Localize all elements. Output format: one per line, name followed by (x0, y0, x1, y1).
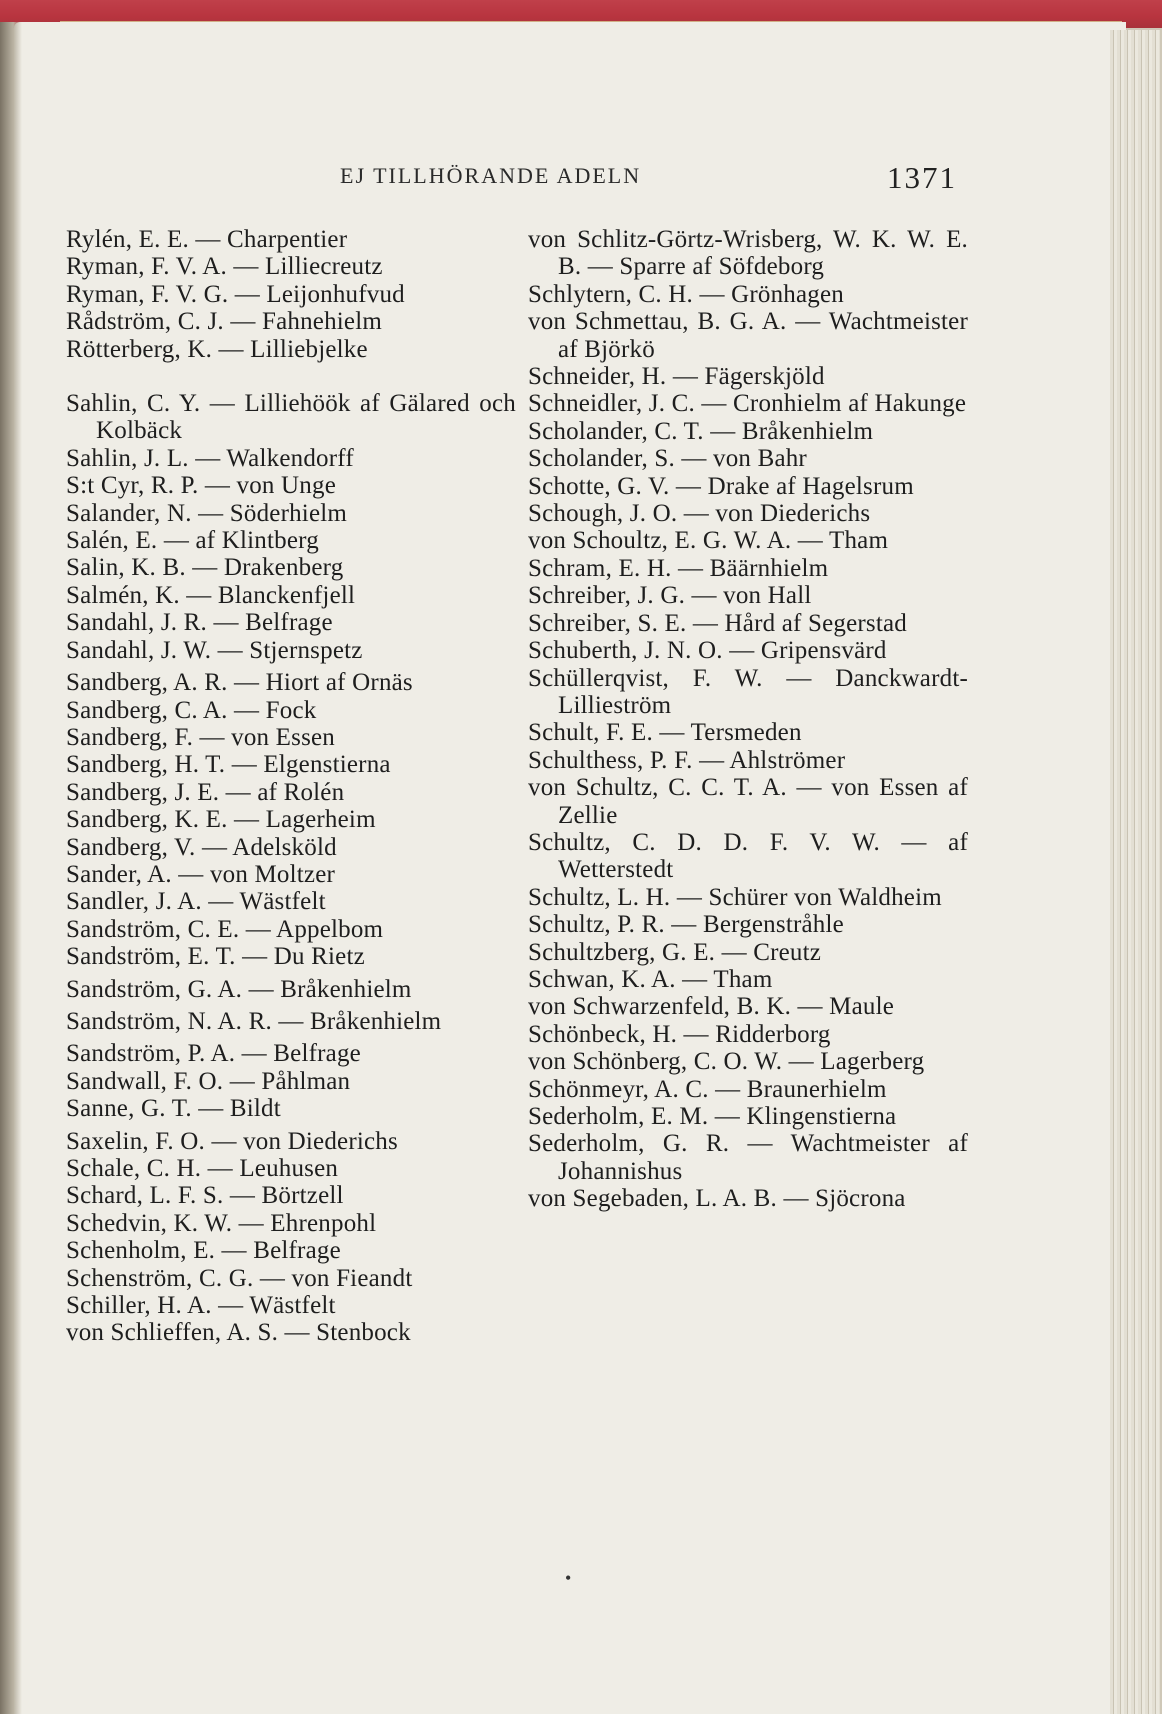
list-item: Schultz, C. D. D. F. V. W. — af Wetterstedt (528, 828, 968, 884)
list-item: Schult, F. E. — Tersmeden (528, 719, 802, 747)
print-mark: • (565, 1568, 572, 1588)
list-item: Schale, C. H. — Leuhusen (66, 1155, 339, 1182)
page-number: 1371 (887, 160, 957, 195)
list-item: Ryman, F. V. G. — Leijonhufvud (66, 280, 405, 308)
list-item: von Schlitz-Görtz-Wrisberg, W. K. W. E. B. — Sparre af Söfdeborg (528, 226, 968, 281)
list-item: Sandberg, C. A. — Fock (66, 696, 317, 724)
right-column (528, 226, 968, 1213)
list-item: Schiller, H. A. — Wästfelt (66, 1292, 336, 1320)
list-item: Sandahl, J. R. — Belfrage (66, 609, 333, 637)
list-item: Schultzberg, G. E. — Creutz (528, 938, 822, 966)
running-head: EJ TILLHÖRANDE ADELN (340, 163, 642, 188)
list-item: Schotte, G. V. — Drake af Hagelsrum (528, 472, 914, 500)
list-item: Schuberth, J. N. O. — Gripensvärd (528, 637, 887, 665)
list-item: Schönmeyr, A. C. — Braunerhielm (528, 1075, 887, 1103)
list-item: Schüllerqvist, F. W. — Danckwardt-Lillieström (528, 664, 968, 719)
list-item: von Schmettau, B. G. A. — Wachtmeister af Björkö (528, 308, 968, 363)
list-item: Schenholm, E. — Belfrage (66, 1237, 341, 1265)
list-item: Schultz, P. R. — Bergenstråhle (528, 911, 844, 939)
list-item: Sandler, J. A. — Wästfelt (66, 888, 326, 916)
list-item: von Schultz, C. C. T. A. — von Essen af Zellie (528, 774, 968, 829)
list-item: Rötterberg, K. — Lilliebjelke (66, 335, 368, 363)
list-item: Scholander, S. — von Bahr (528, 445, 807, 473)
list-item: Schough, J. O. — von Diederichs (528, 500, 871, 528)
list-item: S:t Cyr, R. P. — von Unge (66, 472, 337, 500)
list-item: Schönbeck, H. — Ridderborg (528, 1020, 831, 1048)
list-item: Sandberg, F. — von Essen (66, 723, 335, 751)
list-item: Sandberg, H. T. — Elgenstierna (66, 751, 391, 779)
list-item: Saxelin, F. O. — von Diederichs (66, 1127, 398, 1155)
list-item: Schedvin, K. W. — Ehrenpohl (66, 1209, 377, 1237)
list-item: Sandström, E. T. — Du Rietz (66, 943, 365, 971)
list-item: Sandström, C. E. — Appelbom (66, 915, 384, 943)
list-item: Schenström, C. G. — von Fieandt (66, 1264, 413, 1292)
list-item: von Schwarzenfeld, B. K. — Maule (528, 993, 895, 1021)
list-item: Salén, E. — af Klintberg (66, 527, 319, 555)
left-column (66, 226, 516, 1347)
list-item: Salander, N. — Söderhielm (66, 499, 348, 527)
list-item: Sahlin, J. L. — Walkendorff (66, 444, 354, 472)
list-item: Salmén, K. — Blanckenfjell (66, 581, 356, 609)
list-item: Schram, E. H. — Bäärnhielm (528, 554, 829, 582)
list-item: Schneidler, J. C. — Cronhielm af Hakunge (528, 390, 967, 418)
list-item: Sandberg, A. R. — Hiort af Ornäs (66, 669, 413, 697)
list-item: Sandström, G. A. — Bråkenhielm (66, 975, 412, 1003)
list-item: Salin, K. B. — Drakenberg (66, 554, 344, 582)
list-item: Schreiber, J. G. — von Hall (528, 582, 812, 610)
list-item: von Schönberg, C. O. W. — Lagerberg (528, 1048, 925, 1076)
list-item: Schard, L. F. S. — Börtzell (66, 1182, 344, 1210)
list-item: von Segebaden, L. A. B. — Sjöcrona (528, 1185, 906, 1213)
list-item: Sandberg, V. — Adelsköld (66, 833, 337, 861)
page-edges (1110, 30, 1160, 1714)
list-item: Sahlin, C. Y. — Lilliehöök af Gälared och Kolbäck (66, 390, 516, 445)
list-item: Schultz, L. H. — Schürer von Waldheim (528, 883, 942, 911)
list-item: Ryman, F. V. A. — Lilliecreutz (66, 253, 383, 281)
list-item: Scholander, C. T. — Bråkenhielm (528, 417, 874, 445)
list-item: Rådström, C. J. — Fahnehielm (66, 308, 383, 336)
list-item: Schwan, K. A. — Tham (528, 965, 773, 993)
list-item: Sederholm, G. R. — Wachtmeister af Johannishus (528, 1130, 968, 1185)
list-item: von Schlieffen, A. S. — Stenbock (66, 1319, 411, 1347)
list-item: Sandberg, J. E. — af Rolén (66, 778, 345, 806)
list-item: von Schoultz, E. G. W. A. — Tham (528, 527, 889, 555)
list-item: Sandström, P. A. — Belfrage (66, 1040, 361, 1068)
list-item: Sanne, G. T. — Bildt (66, 1095, 281, 1123)
list-item: Schreiber, S. E. — Hård af Segerstad (528, 609, 908, 637)
list-item: Sederholm, E. M. — Klingenstierna (528, 1103, 897, 1130)
binding-shadow (0, 22, 22, 1714)
list-item: Sandström, N. A. R. — Bråkenhielm (66, 1007, 442, 1035)
list-item: Sandberg, K. E. — Lagerheim (66, 806, 376, 834)
list-item: Schulthess, P. F. — Ahlströmer (528, 746, 846, 774)
list-item: Rylén, E. E. — Charpentier (66, 226, 348, 253)
list-item: Sander, A. — von Moltzer (66, 860, 336, 888)
list-item: Sandahl, J. W. — Stjernspetz (66, 636, 363, 664)
list-item: Sandwall, F. O. — Påhlman (66, 1067, 351, 1095)
list-item: Schlytern, C. H. — Grönhagen (528, 280, 844, 308)
list-item: Schneider, H. — Fägerskjöld (528, 363, 825, 391)
